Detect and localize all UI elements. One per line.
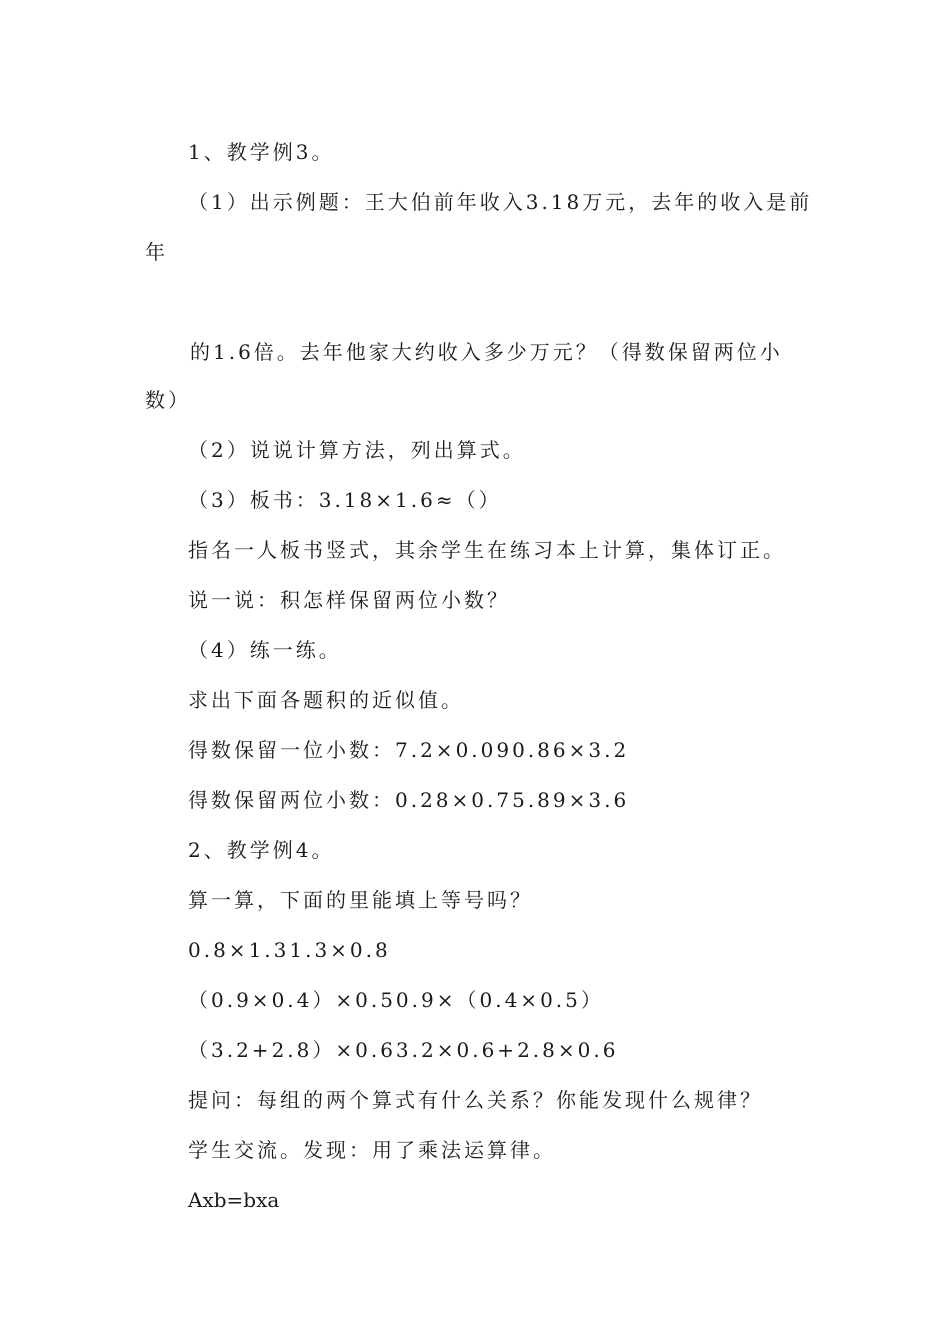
text-line: 说一说：积怎样保留两位小数？ — [188, 588, 510, 612]
text-line: 0.8×1.31.3×0.8 — [188, 938, 391, 962]
text-line: 得数保留两位小数：0.28×0.75.89×3.6 — [188, 788, 630, 812]
text-line: 指名一人板书竖式，其余学生在练习本上计算，集体订正。 — [188, 538, 786, 562]
text-line: Axb=bxa — [188, 1188, 280, 1212]
text-line: （4）练一练。 — [188, 638, 342, 662]
text-line: 求出下面各题积的近似值。 — [188, 688, 464, 712]
text-line: 提问：每组的两个算式有什么关系？你能发现什么规律？ — [188, 1088, 763, 1112]
text-line: 年 — [145, 240, 168, 264]
text-line: 数） — [145, 388, 191, 412]
text-line: 得数保留一位小数：7.2×0.090.86×3.2 — [188, 738, 630, 762]
text-line: 的1.6倍。去年他家大约收入多少万元？（得数保留两位小 — [190, 340, 783, 364]
text-line: （2）说说计算方法，列出算式。 — [188, 438, 526, 462]
text-line: 2、教学例4。 — [188, 838, 335, 862]
text-line: 1、教学例3。 — [188, 140, 335, 164]
text-line: （3.2+2.8）×0.63.2×0.6+2.8×0.6 — [188, 1038, 619, 1062]
text-line: 算一算，下面的里能填上等号吗？ — [188, 888, 533, 912]
text-line: （3）板书：3.18×1.6≈（） — [188, 488, 502, 512]
text-line: 学生交流。发现：用了乘法运算律。 — [188, 1138, 556, 1162]
text-line: （1）出示例题：王大伯前年收入3.18万元，去年的收入是前 — [188, 190, 813, 214]
text-line: （0.9×0.4）×0.50.9×（0.4×0.5） — [188, 988, 604, 1012]
